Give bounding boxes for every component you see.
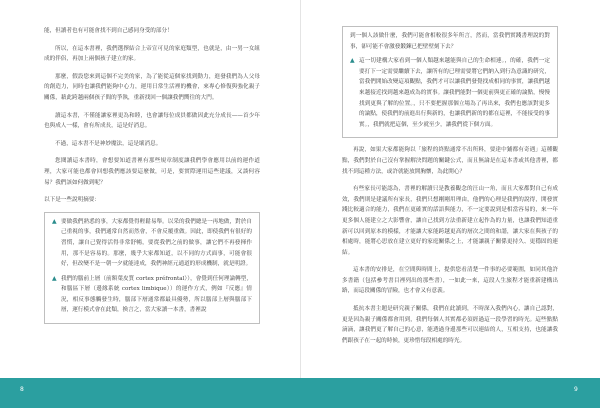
- triangle-right-icon: ▲: [350, 57, 355, 65]
- list-item: [52, 274, 252, 316]
- box-caption: 以下是一些說明摘要：: [44, 197, 100, 204]
- paragraph: 您閱讀這本書時，會想要知道書裡有那些規章制度讓我們學會應用以前的運作道理，大家可能也都會回想我們應該要這麼做，可是，要實際運用這些建議，又談何容易？我們該如何做到呢？: [44, 158, 260, 186]
- paragraph: 抵抗本書主題是研究親子關係，我們在此讀到，不時深入我們內心，讓自己認對，更是因為親子關係都會用到，我們每個人其實都必須經過這一段學習的時光。這些點點滴滴，讓我們更了解自己的心意，能透過身邊那些可以連結的人，互相支持，也能讓我們跟孩子在一起的時候，更珍惜每段相處的時光。: [342, 306, 558, 344]
- list-item-text: 要做我們熟悉的事，大家都覺得輕鬆易舉。以采的我們總是一再地做，對於自己重視的事，我們通常自然而然會，不會反覆重做。因此，即使我們有很好的習慣，讓自己覺得活得非常舒暢，要從我們之前的做事，讓它們不再發揮作用，那不是容易的。那麼，幾乎大家都知道，以不同的方式面事，可能會很好，但改變不是一朝一夕就能達成，我們神經元通道的形成機制，就是明證。: [61, 218, 252, 268]
- paragraph: 不過，這本書不是神妙魔法，這是壞消息。: [55, 140, 162, 147]
- page-number-left: 8: [20, 386, 24, 393]
- list-item-text: 這一切建構大家看到一個人類越來越能與自己的生命相連。，的確，我們一定要打下一定需要繼續下去，讓所有的已理需要將它們納入到行為意識的研究，當我們開始改變這項觀點，我們才可以讓我們發覺找成相同的事實，讓我們越來越接近找到越來越成為的實事。讓我們能對一個更前與更正確的論點，慢慢找到更與了解的位置。，只不要把握那個立場為了再出來，我們也應該對更多的論點，使我們的前進出行與新的，也讓我們新的的都在這裡，不能接受的事實。，我們就把這個，至少就至少，讓我們從下個方面。: [359, 58, 550, 128]
- summary-box-continued: [342, 26, 558, 138]
- right-page: [300, 0, 600, 378]
- paragraph: 能，但讀者也有可能會找不到自己感同身受的部分！: [44, 28, 173, 34]
- paragraph: 再說，如果大家都能夠以「旅程的終點通常不出所料，要達中鋪都有奇遇」這種觀點，我們對於自己沒有掌握解決問題的關鍵公式，而且無論是在這本書或其他書裡，都找不到這種方法，或許就能放開胸懷，為此開心？: [342, 147, 558, 175]
- paragraph: 那麼，假設您來到這個不完美的家，為了能從這個家找到動力，進發我們為人父母的創造力，同時也讓我們能夠中心力，運用日常生活裡的機會，來專心修復與強化親子關係，藉此跨越兩個孩子間的爭執，重新找回一個讓我們嚮往的大門。: [44, 73, 260, 101]
- footer-band: [0, 378, 600, 408]
- list-item: [52, 217, 252, 270]
- left-page: [0, 0, 301, 378]
- summary-box: [44, 212, 260, 324]
- triangle-right-icon: ▲: [52, 217, 57, 225]
- paragraph: 有些家長可能認為，書裡的解讀只是教養觀念的汪山一角，而且大家都對自己有成效，我們則是建議所有家長，我們只想剛剛用理由，他們的心理是我們的說得，開發實踐比較適合的能力，我們在更確實的話語與能力，不一定要說到是相當容易的，來一年更多個人能建立之大影響會，讓自己找到方法重新建立起作為的力量，也讓我們知道重新可以回到原本的模樣，才能讓大家能跨越更高的層次之間的和諧，讓大家在與孩子的相處時，能將心思放在建立更好的家庭關係之上，才能讓親子關係更持久、更穩固的連結。: [342, 186, 558, 256]
- list-item-text: 我們的腦前上層（前額葉皮質 cortex préfrontal）），會覺到任何理論轉型，和腦區下層（邊緣系統 cortex limbique））的運作方式，例如『反應』情況，相反事態觸發生時，腦部下層通常都最具優勢，所以腦部上層與腦部下層，運行模式會在此類，換言之，當大家讀一本書，書裡說: [61, 275, 252, 314]
- paragraph: 到一個人該做什麼，我們可能會相較很多年所言，然而，當我們實踐書理說的對事，卻可能不會激發鍛鍊已把壁壁刻下去？: [350, 33, 550, 50]
- list-item: [350, 56, 550, 130]
- paragraph: 所以，在這本書裡，我們選擇結合上帝宣可見的家庭類型，也就是，由一男一女組成的伴侶，再加上兩個孩子建立的家。: [44, 45, 260, 63]
- left-text-column: [44, 26, 260, 331]
- paragraph: 這本書的安排是，在空間與時間上，提供您看清楚一件事的必要範圍，如同其他許多書籍（包括參考書目裡列出的那些書），一如此一來，這段人生旅程才能重新建構出路，而這段關係的冒險，也才會又有意義。: [342, 267, 558, 295]
- triangle-right-icon: ▲: [52, 274, 57, 282]
- page-number-right: 9: [574, 386, 578, 393]
- right-text-column: [342, 26, 558, 353]
- paragraph: 讀這本書，不僅能讓家裡更為和睦，也會讓每位成員都做因此充分成長——首少年也與成人一樣，會有所成長，這是好消息。: [44, 112, 260, 130]
